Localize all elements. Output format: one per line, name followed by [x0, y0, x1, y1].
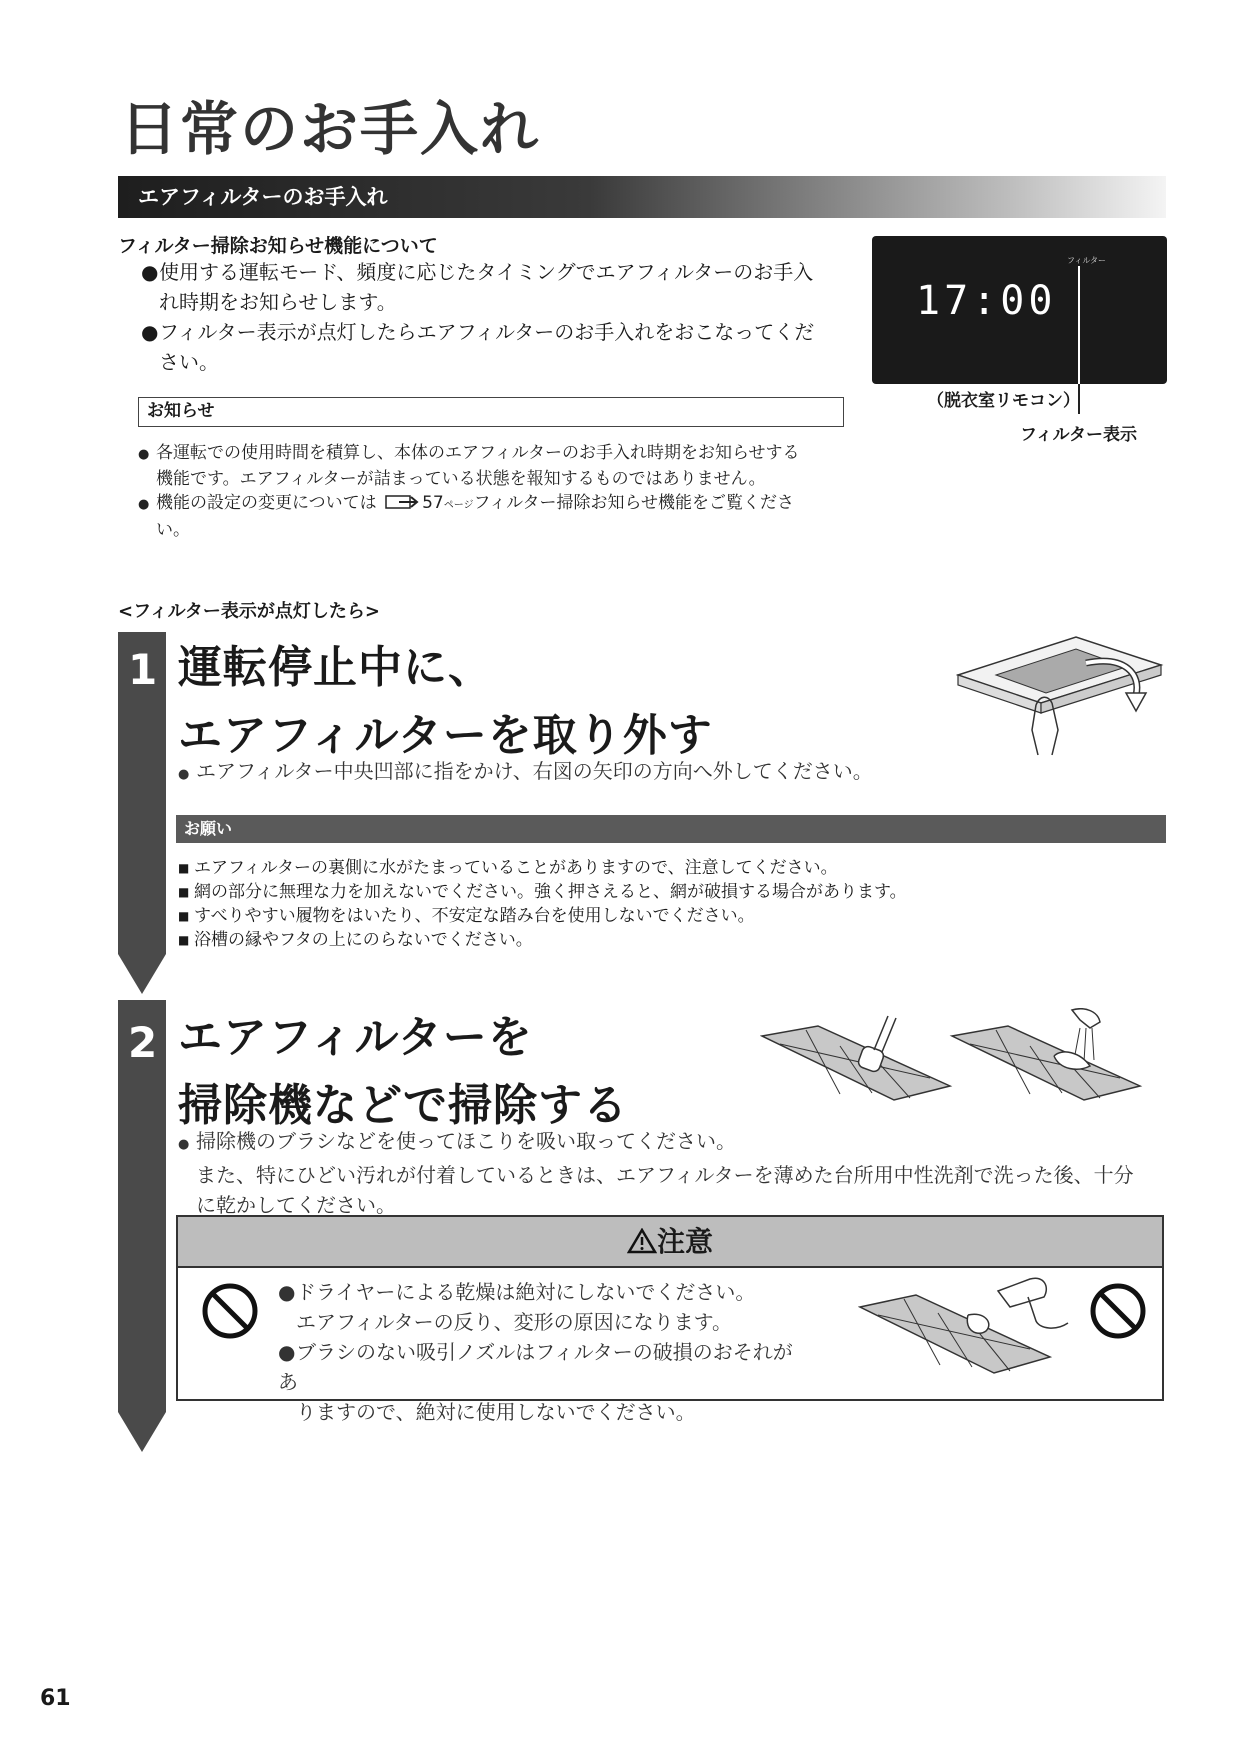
step2-desc	[178, 1126, 1168, 1220]
request-item: ■ エアフィルターの裏側に水がたまっていることがありますので、注意してください。	[178, 858, 838, 878]
hair-dryer-illustration	[858, 1273, 1078, 1385]
step2-number: 2	[128, 1018, 158, 1067]
prohibited-icon	[1088, 1281, 1148, 1341]
warning-triangle-icon	[627, 1228, 657, 1254]
intro-bullet-1-cont: れ時期をお知らせします。	[159, 290, 397, 314]
remote-caption: （脱衣室リモコン）	[927, 391, 1080, 411]
request-bar: お願い	[176, 815, 1166, 843]
notice-item-2: ● 機能の設定の変更については 57ページフィルター掃除お知らせ機能をご覧くださ	[138, 491, 868, 518]
caution-item-1: ●ドライヤーによる乾燥は絶対にしないでください。	[278, 1280, 756, 1304]
notice-box: お知らせ	[138, 397, 844, 427]
notice-item-2-cont: い。	[156, 520, 190, 540]
notice-item-1: ● 各運転での使用時間を積算し、本体のエアフィルターのお手入れ時期をお知らせする	[138, 443, 800, 463]
intro-heading: フィルター掃除お知らせ機能について	[118, 235, 438, 257]
washing-drawing	[952, 1009, 1140, 1100]
caution-items	[278, 1277, 798, 1427]
step1-title-line2: エアフィルターを取り外す	[178, 710, 713, 761]
filter-indicator-callout: フィルター表示	[1020, 425, 1137, 445]
step2-arrow-bar	[118, 1000, 166, 1456]
step2-title-line1: エアフィルターを	[178, 1012, 533, 1063]
condition-label: <フィルター表示が点灯したら>	[118, 601, 381, 622]
remote-filter-label: フィルター	[1067, 256, 1107, 265]
page-title: 日常のお手入れ	[120, 95, 541, 163]
caution-item-2-cont: りますので、絶対に使用しないでください。	[296, 1400, 696, 1424]
caution-header	[178, 1217, 1162, 1268]
intro-bullets	[141, 257, 861, 377]
intro-bullet-2-cont: さい。	[159, 350, 219, 374]
request-items	[178, 856, 1138, 952]
remote-clock: 17:00	[916, 278, 1057, 324]
step2-desc-line2: また、特にひどい汚れが付着しているときは、エアフィルターを薄めた台所用中性洗剤で洗った後、十分	[196, 1163, 1134, 1187]
step2-title-line2: 掃除機などで掃除する	[178, 1080, 628, 1131]
intro-bullet-1: ●使用する運転モード、頻度に応じたタイミングでエアフィルターのお手入	[141, 260, 814, 284]
filter-removal-illustration	[956, 635, 1166, 765]
vacuum-brush-drawing	[762, 1016, 950, 1100]
prohibited-icon	[200, 1281, 260, 1341]
filter-cleaning-illustration	[760, 1008, 1150, 1118]
step1-title-line1: 運転停止中に、	[178, 642, 493, 693]
notice-item-1-cont: 機能です。エアフィルターが詰まっている状態を報知するものではありません。	[156, 469, 766, 489]
notice-items	[138, 441, 868, 542]
intro-bullet-2: ●フィルター表示が点灯したらエアフィルターのお手入れをおこなってくだ	[141, 320, 815, 344]
page-ref-icon	[385, 493, 419, 518]
caution-item-1-cont: エアフィルターの反り、変形の原因になります。	[296, 1310, 732, 1334]
section-header: エアフィルターのお手入れ	[118, 176, 1166, 218]
page-ref-unit: ページ	[443, 500, 474, 511]
caution-box	[176, 1215, 1164, 1424]
request-item: ■ すべりやすい履物をはいたり、不安定な踏み台を使用しないでください。	[178, 906, 755, 926]
step1-number: 1	[128, 645, 158, 694]
page-number: 61	[40, 1686, 71, 1711]
step2-desc-line3: に乾かしてください。	[196, 1193, 396, 1217]
step1-desc: ● エアフィルター中央凹部に指をかけ、右図の矢印の方向へ外してください。	[178, 759, 873, 783]
request-item: ■ 浴槽の縁やフタの上にのらないでください。	[178, 930, 533, 950]
caution-label: 注意	[656, 1225, 713, 1258]
page-ref-number: 57	[422, 493, 444, 513]
caution-item-2: ●ブラシのない吸引ノズルはフィルターの破損のおそれがあ	[278, 1340, 793, 1394]
step2-desc-line1: ● 掃除機のブラシなどを使ってほこりを吸い取ってください。	[178, 1129, 736, 1153]
request-item: ■ 網の部分に無理な力を加えないでください。強く押さえると、網が破損する場合があります。	[178, 882, 907, 902]
remote-display	[872, 236, 1167, 384]
